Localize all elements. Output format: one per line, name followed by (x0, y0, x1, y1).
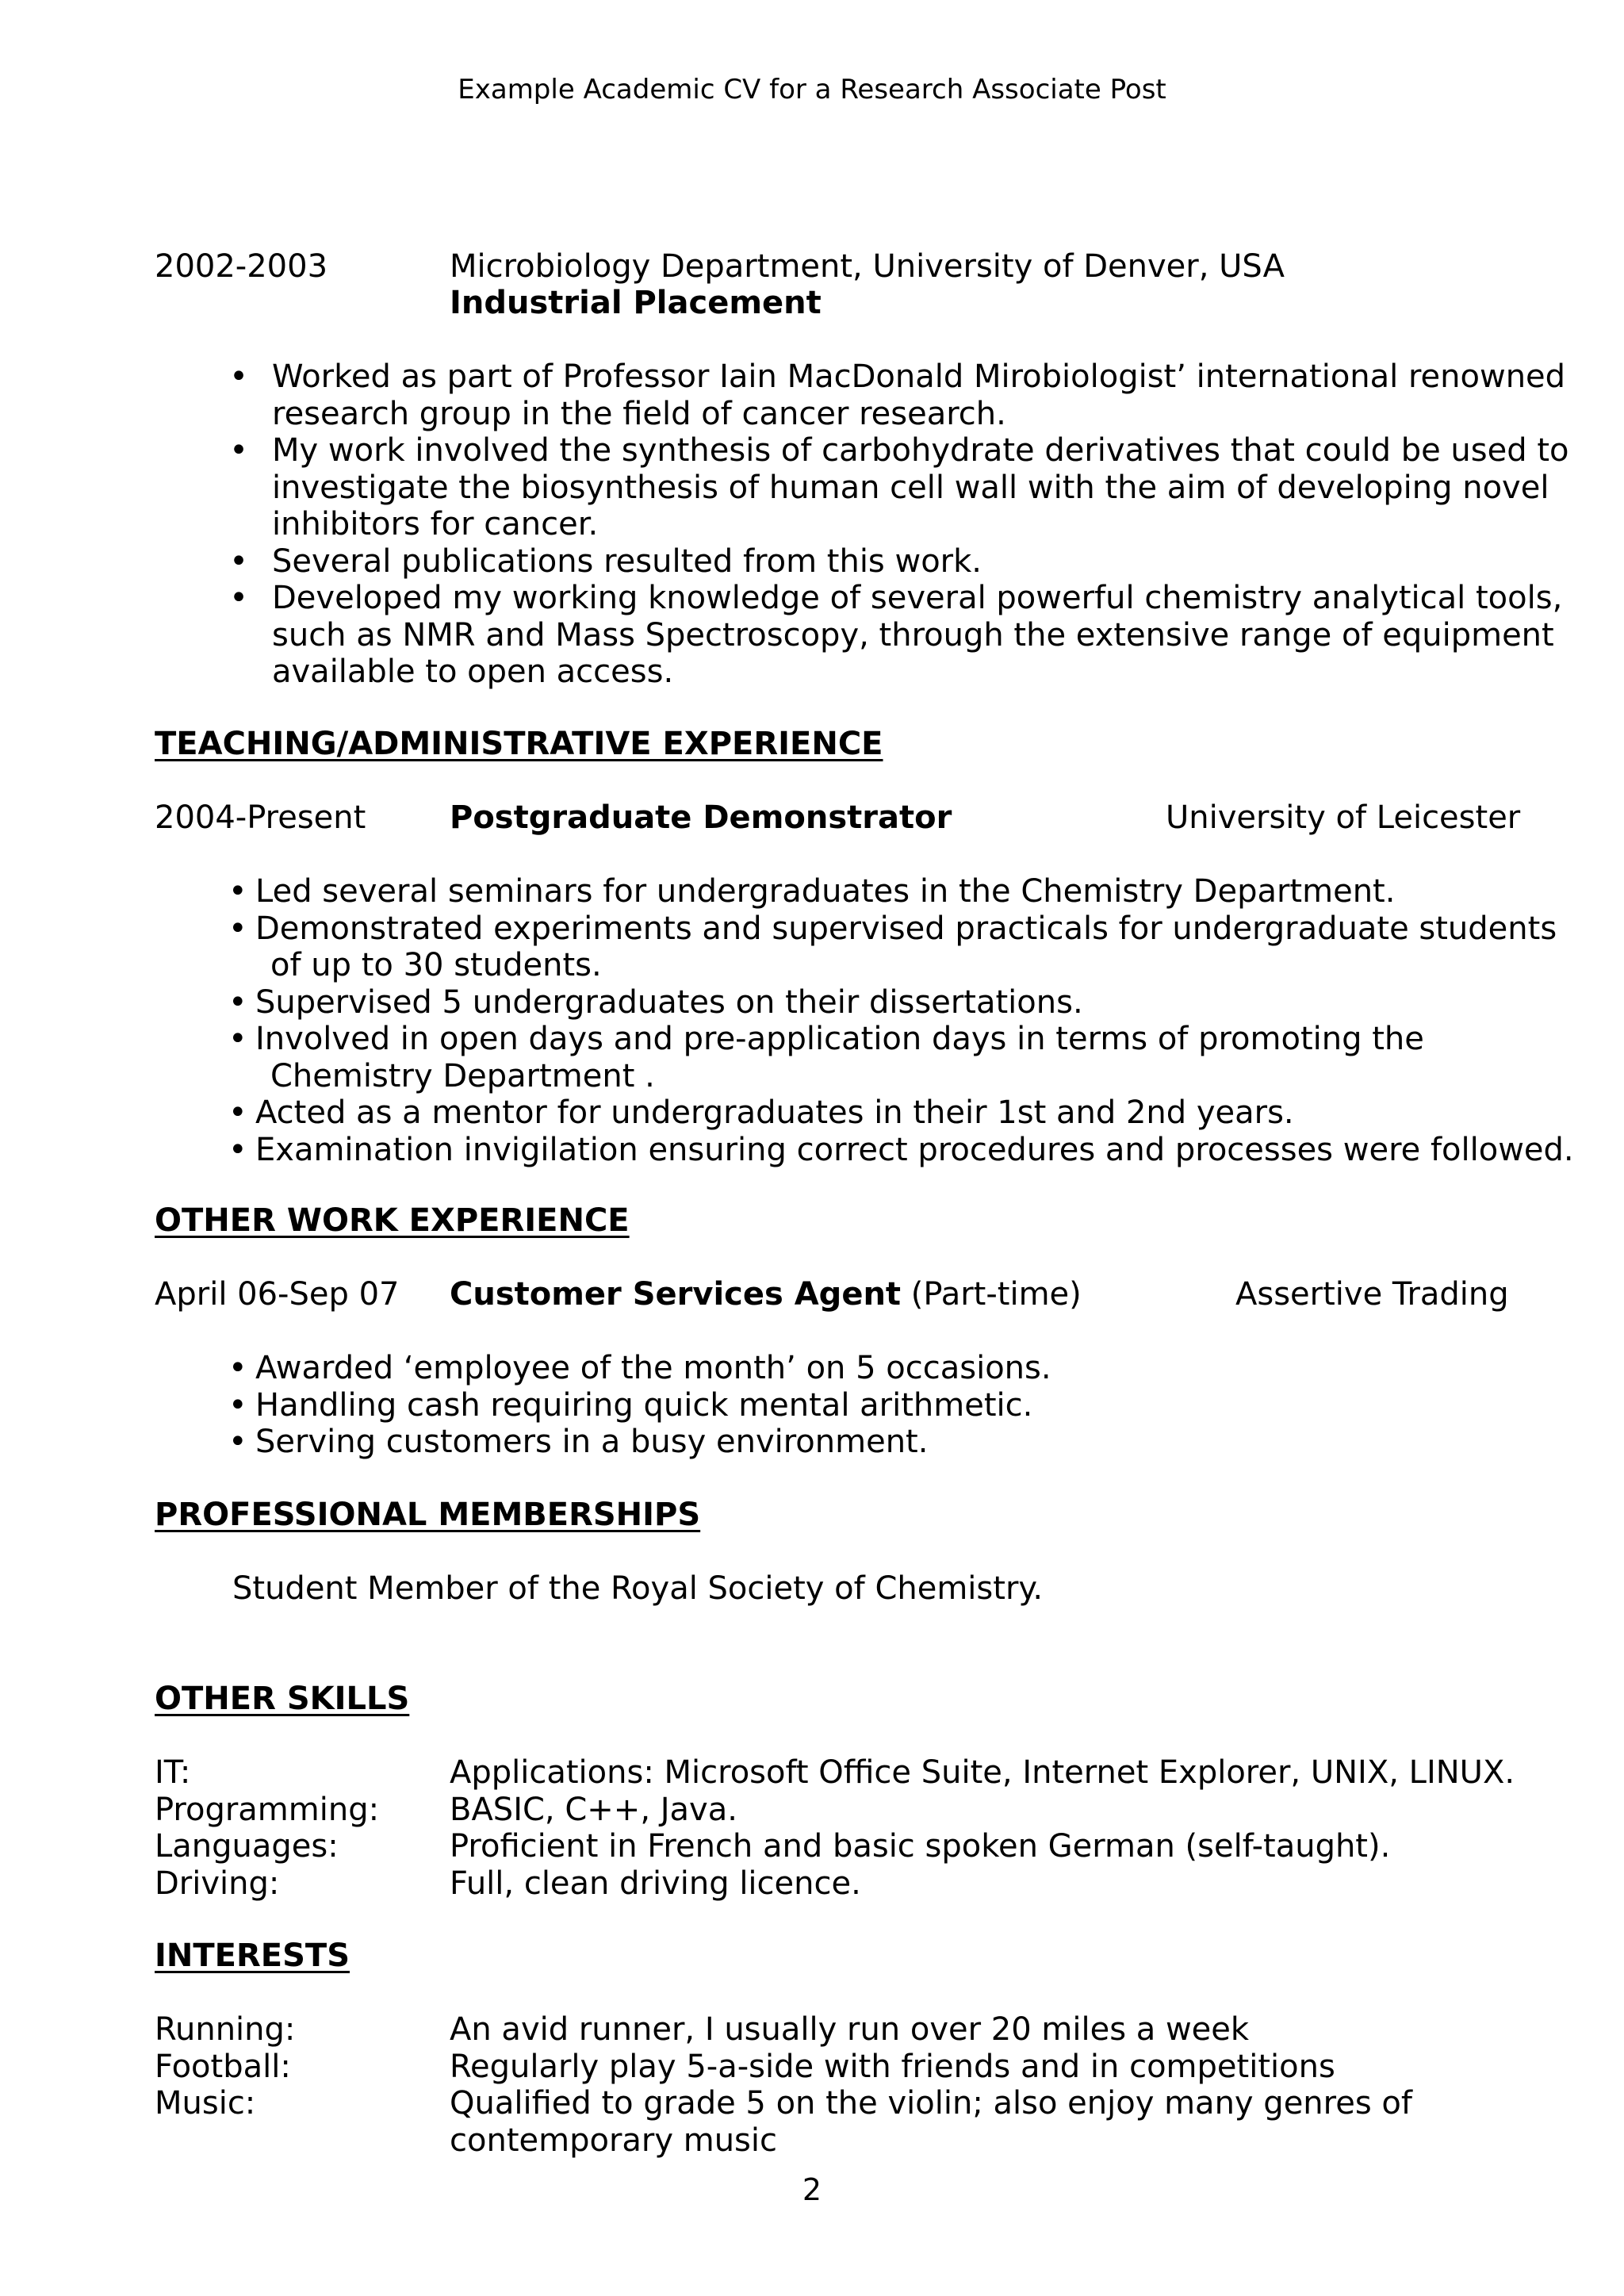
row-label: Driving: (155, 1865, 280, 1902)
bullet-text-line: Awarded ‘employee of the month’ on 5 occasions. (255, 1350, 1051, 1386)
other-work-role: Customer Services Agent (450, 1276, 902, 1313)
other-work-role-note: (Part-time) (901, 1276, 1082, 1313)
bullet-glyph: • (228, 1424, 247, 1460)
bullet-text-line: Handling cash requiring quick mental arithmetic. (255, 1386, 1033, 1424)
bullet-text-line: Chemistry Department . (270, 1057, 655, 1094)
bullet-glyph: • (228, 873, 247, 910)
bullet-text-line: Demonstrated experiments and supervised practicals for undergraduate students (255, 910, 1557, 947)
bullet-text-line: Involved in open days and pre-application days in terms of promoting the (255, 1021, 1424, 1057)
bullet-text-line: My work involved the synthesis of carbohydrate derivatives that could be used to (272, 432, 1569, 469)
bullet-text-line: Several publications resulted from this work. (272, 542, 982, 580)
row-label: IT: (155, 1754, 191, 1791)
bullet-glyph: • (229, 580, 248, 616)
row-value: Regularly play 5-a-side with friends and in competitions (450, 2048, 1335, 2085)
row-label: Languages: (155, 1828, 339, 1865)
bullet-glyph: • (229, 542, 248, 580)
bullet-text-line: inhibitors for cancer. (272, 506, 599, 542)
row-label: Programming: (155, 1791, 380, 1828)
row-value: Full, clean driving licence. (450, 1865, 861, 1902)
bullet-glyph: • (228, 1094, 247, 1131)
bullet-glyph: • (228, 910, 247, 947)
bullet-text-line: Acted as a mentor for undergraduates in their 1st and 2nd years. (255, 1094, 1294, 1131)
bullet-glyph: • (228, 1131, 247, 1168)
teaching-dates: 2004-Present (155, 799, 366, 836)
interests-heading: INTERESTS (155, 1938, 350, 1974)
memberships-heading: PROFESSIONAL MEMBERSHIPS (155, 1497, 701, 1533)
bullet-glyph: • (229, 358, 248, 395)
bullet-text-line: such as NMR and Mass Spectroscopy, through the extensive range of equipment (272, 616, 1554, 654)
placement-dates: 2002-2003 (155, 248, 328, 285)
skills-heading: OTHER SKILLS (155, 1681, 410, 1717)
page-header: Example Academic CV for a Research Associate Post (458, 74, 1166, 105)
row-value: contemporary music (450, 2122, 777, 2159)
other-work-heading: OTHER WORK EXPERIENCE (155, 1202, 630, 1239)
bullet-text-line: research group in the field of cancer research. (272, 395, 1006, 432)
bullet-glyph: • (228, 1021, 247, 1057)
placement-role: Industrial Placement (450, 285, 822, 321)
bullet-text-line: Worked as part of Professor Iain MacDonald Mirobiologist’ international renowned (272, 358, 1566, 395)
row-value: Qualified to grade 5 on the violin; also enjoy many genres of (450, 2085, 1412, 2122)
bullet-text-line: Developed my working knowledge of several powerful chemistry analytical tools, (272, 580, 1563, 616)
bullet-text-line: Examination invigilation ensuring correct procedures and processes were followed. (255, 1131, 1574, 1168)
bullet-text-line: investigate the biosynthesis of human cell wall with the aim of developing novel (272, 469, 1549, 506)
row-label: Running: (155, 2011, 296, 2048)
row-label: Football: (155, 2048, 291, 2085)
row-value: Proficient in French and basic spoken German (self-taught). (450, 1828, 1391, 1865)
teaching-org: University of Leicester (1166, 799, 1521, 836)
bullet-glyph: • (228, 983, 247, 1021)
other-work-org: Assertive Trading (1235, 1276, 1509, 1313)
placement-institution: Microbiology Department, University of Denver, USA (450, 248, 1285, 285)
row-label: Music: (155, 2085, 256, 2122)
bullet-glyph: • (228, 1350, 247, 1386)
memberships-text: Student Member of the Royal Society of Chemistry. (232, 1570, 1044, 1607)
teaching-role: Postgraduate Demonstrator (450, 799, 952, 836)
row-value: An avid runner, I usually run over 20 miles a week (450, 2011, 1250, 2048)
bullet-text-line: Serving customers in a busy environment. (255, 1424, 929, 1460)
teaching-heading: TEACHING/ADMINISTRATIVE EXPERIENCE (155, 726, 883, 762)
bullet-text-line: Supervised 5 undergraduates on their dissertations. (255, 983, 1083, 1021)
bullet-glyph: • (228, 1386, 247, 1424)
row-value: Applications: Microsoft Office Suite, Internet Explorer, UNIX, LINUX. (450, 1754, 1515, 1791)
bullet-glyph: • (229, 432, 248, 469)
bullet-text-line: of up to 30 students. (270, 947, 602, 983)
page-number: 2 (802, 2172, 822, 2207)
other-work-role-line (450, 1276, 1082, 1313)
row-value: BASIC, C++, Java. (450, 1791, 737, 1828)
bullet-text-line: available to open access. (272, 654, 674, 690)
other-work-dates: April 06-Sep 07 (155, 1276, 400, 1313)
bullet-text-line: Led several seminars for undergraduates in the Chemistry Department. (255, 873, 1396, 910)
